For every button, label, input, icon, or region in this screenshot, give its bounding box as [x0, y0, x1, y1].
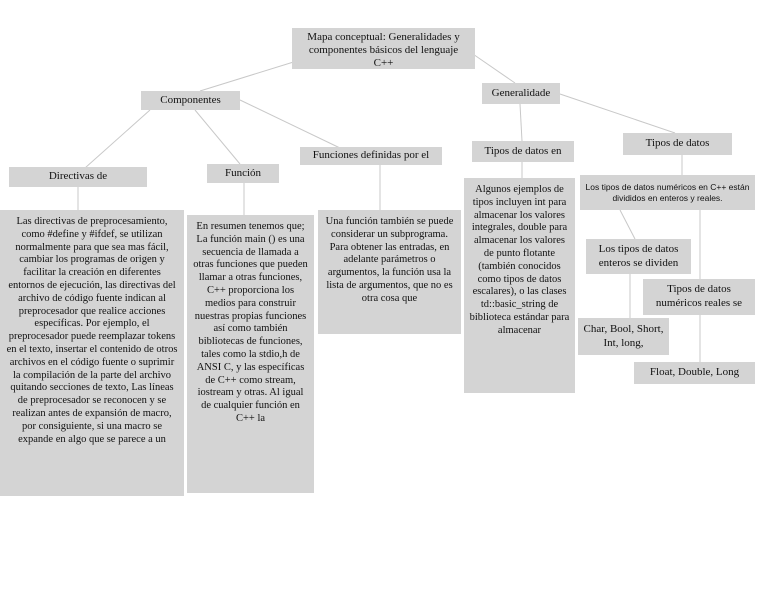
edge-componentes-funciones-definidas — [240, 100, 340, 148]
node-funciones-definidas-description: Una función también se puede considerar un subprograma. Para obtener las entradas, en adelante parámetros o argumentos, la función usa la lista de argumentos, que no es otra cosa que — [318, 210, 461, 334]
edge-numeric-enteros — [620, 210, 635, 239]
edge-generalidade-tipos-en — [520, 104, 522, 141]
node-tipos-datos-en: Tipos de datos en — [472, 141, 574, 162]
node-tipos-datos: Tipos de datos — [623, 133, 732, 155]
node-enteros: Los tipos de datos enteros se dividen — [586, 239, 691, 274]
node-reales-list: Float, Double, Long — [634, 362, 755, 384]
node-enteros-list: Char, Bool, Short, Int, long, — [578, 318, 669, 355]
edge-componentes-funcion — [195, 110, 240, 164]
edge-title-componentes — [200, 60, 300, 91]
node-funcion: Función — [207, 164, 279, 183]
map-title: Mapa conceptual: Generalidades y componentes básicos del lenguaje C++ — [292, 28, 475, 69]
edge-title-generalidade — [470, 52, 515, 83]
edge-generalidade-tipos — [560, 94, 675, 133]
node-tipos-numericos-description: Los tipos de datos numéricos en C++ están divididos en enteros y reales. — [580, 175, 755, 210]
edge-componentes-directivas — [85, 110, 150, 168]
node-directivas-description: Las directivas de preprocesamiento, como #define y #ifdef, se utilizan normalmente para que sea mas fácil, cambiar los programas de origen y facilitar la creación en diferentes entornos de ejecución, las directivas del archivo de código fuente indican al preprocesador que realice acciones específicas. Por ejemplo, el preprocesador puede reemplazar tokens en el texto, insertar el contenido de otros archivos en el código fuente o suprimir la compilación de la parte del archivo quitando secciones de texto, Las líneas de preprocesador se reconocen y se realizan antes de expansión de macro, por consiguiente, si una macro se expande en algo que se parece a un — [0, 210, 184, 496]
node-directivas: Directivas de — [9, 167, 147, 187]
node-funcion-description: En resumen tenemos que; La función main () es una secuencia de llamada a otras funciones que pueden llamar a otras funciones, C++ proporciona los medios para construir nuestras propias funciones así como también bibliotecas de funciones, tales como la stdio,h de ANSI C, y las específicas de C++ como stream, iostream y otras. Al igual de cualquier función en C++ la — [187, 215, 314, 493]
node-reales: Tipos de datos numéricos reales se — [643, 279, 755, 315]
node-componentes: Componentes — [141, 91, 240, 110]
node-tipos-datos-en-description: Algunos ejemplos de tipos incluyen int para almacenar los valores integrales, double para almacenar los valores de punto flotante (también conocidos como tipos de datos escalares), o las clases td::basic_string de biblioteca estándar para almacenar — [464, 178, 575, 393]
node-funciones-definidas: Funciones definidas por el — [300, 147, 442, 165]
node-generalidade: Generalidade — [482, 83, 560, 104]
